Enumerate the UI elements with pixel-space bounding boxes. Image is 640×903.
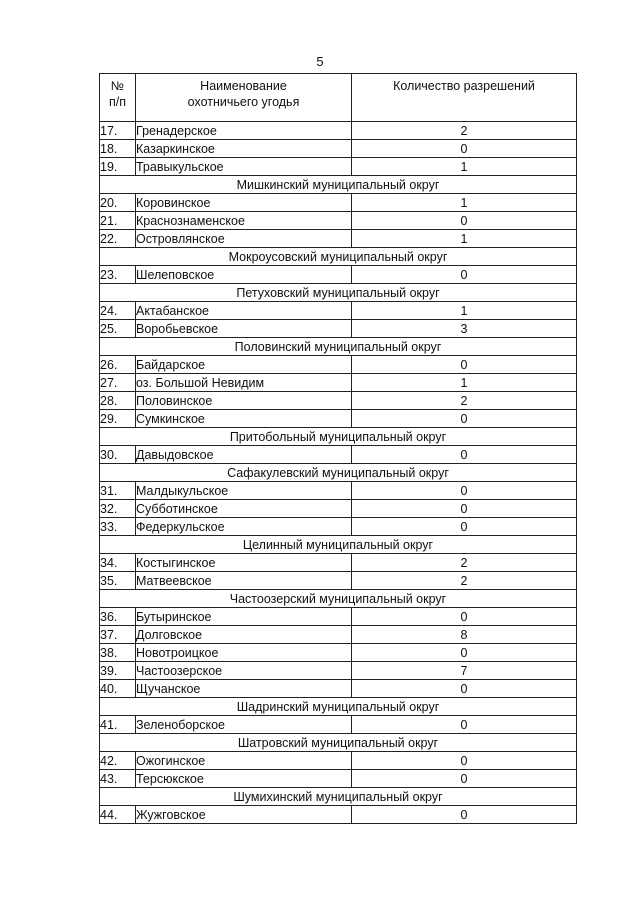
table-row bbox=[100, 608, 577, 626]
district-label: Петуховский муниципальный округ bbox=[100, 284, 577, 302]
table-row bbox=[100, 482, 577, 500]
district-header-row bbox=[100, 338, 577, 356]
hunting-ground-name: Костыгинское bbox=[136, 554, 352, 572]
permit-count: 0 bbox=[352, 644, 577, 662]
table-row bbox=[100, 266, 577, 284]
row-number: 39. bbox=[100, 662, 136, 680]
table-row bbox=[100, 230, 577, 248]
permit-count: 0 bbox=[352, 356, 577, 374]
district-header-row bbox=[100, 176, 577, 194]
district-header-row bbox=[100, 590, 577, 608]
header-name-line1: Наименование bbox=[200, 79, 287, 93]
permit-count: 1 bbox=[352, 194, 577, 212]
hunting-ground-name: Частоозерское bbox=[136, 662, 352, 680]
table-row bbox=[100, 158, 577, 176]
permit-count: 0 bbox=[352, 500, 577, 518]
row-number: 29. bbox=[100, 410, 136, 428]
district-header-row bbox=[100, 698, 577, 716]
row-number: 38. bbox=[100, 644, 136, 662]
row-number: 42. bbox=[100, 752, 136, 770]
hunting-ground-name: Гренадерское bbox=[136, 122, 352, 140]
hunting-ground-name: Байдарское bbox=[136, 356, 352, 374]
district-header-row bbox=[100, 734, 577, 752]
header-number-line1: № bbox=[110, 79, 125, 93]
table-row bbox=[100, 752, 577, 770]
permit-count: 2 bbox=[352, 392, 577, 410]
table-row bbox=[100, 194, 577, 212]
district-header-row bbox=[100, 464, 577, 482]
header-count: Количество разрешений bbox=[352, 74, 577, 122]
table-row bbox=[100, 374, 577, 392]
table-header-row bbox=[100, 74, 577, 122]
header-name bbox=[136, 74, 352, 122]
permit-count: 0 bbox=[352, 806, 577, 824]
district-label: Шатровский муниципальный округ bbox=[100, 734, 577, 752]
district-label: Частоозерский муниципальный округ bbox=[100, 590, 577, 608]
row-number: 44. bbox=[100, 806, 136, 824]
permit-count: 0 bbox=[352, 410, 577, 428]
permit-count: 0 bbox=[352, 482, 577, 500]
permit-count: 0 bbox=[352, 680, 577, 698]
row-number: 19. bbox=[100, 158, 136, 176]
hunting-ground-name: Казаркинское bbox=[136, 140, 352, 158]
district-label: Притобольный муниципальный округ bbox=[100, 428, 577, 446]
hunting-ground-name: Терсюкское bbox=[136, 770, 352, 788]
row-number: 37. bbox=[100, 626, 136, 644]
permit-count: 0 bbox=[352, 716, 577, 734]
hunting-ground-name: Бутыринское bbox=[136, 608, 352, 626]
district-label: Шадринский муниципальный округ bbox=[100, 698, 577, 716]
table-row bbox=[100, 770, 577, 788]
district-header-row bbox=[100, 284, 577, 302]
permit-count: 0 bbox=[352, 266, 577, 284]
page-number: 5 bbox=[316, 54, 324, 69]
row-number: 20. bbox=[100, 194, 136, 212]
hunting-ground-name: оз. Большой Невидим bbox=[136, 374, 352, 392]
row-number: 27. bbox=[100, 374, 136, 392]
table-row bbox=[100, 662, 577, 680]
row-number: 41. bbox=[100, 716, 136, 734]
permit-count: 1 bbox=[352, 374, 577, 392]
table-row bbox=[100, 140, 577, 158]
row-number: 22. bbox=[100, 230, 136, 248]
table-row bbox=[100, 626, 577, 644]
header-number-line2: п/п bbox=[108, 95, 126, 109]
hunting-ground-name: Жужговское bbox=[136, 806, 352, 824]
district-header-row bbox=[100, 428, 577, 446]
permit-count: 2 bbox=[352, 122, 577, 140]
table-row bbox=[100, 122, 577, 140]
row-number: 23. bbox=[100, 266, 136, 284]
table-row bbox=[100, 392, 577, 410]
hunting-ground-name: Актабанское bbox=[136, 302, 352, 320]
hunting-ground-name: Островлянское bbox=[136, 230, 352, 248]
permit-count: 1 bbox=[352, 158, 577, 176]
header-number bbox=[100, 74, 136, 122]
row-number: 26. bbox=[100, 356, 136, 374]
row-number: 32. bbox=[100, 500, 136, 518]
hunting-ground-name: Травыкульское bbox=[136, 158, 352, 176]
permit-count: 0 bbox=[352, 446, 577, 464]
table-body bbox=[100, 122, 577, 824]
table-row bbox=[100, 806, 577, 824]
table-row bbox=[100, 572, 577, 590]
permit-count: 2 bbox=[352, 554, 577, 572]
permit-count: 0 bbox=[352, 212, 577, 230]
permit-count: 0 bbox=[352, 770, 577, 788]
row-number: 33. bbox=[100, 518, 136, 536]
hunting-ground-name: Половинское bbox=[136, 392, 352, 410]
district-label: Мокроусовский муниципальный округ bbox=[100, 248, 577, 266]
row-number: 25. bbox=[100, 320, 136, 338]
permit-count: 2 bbox=[352, 572, 577, 590]
permit-count: 0 bbox=[352, 140, 577, 158]
hunting-permits-table bbox=[99, 73, 577, 824]
permit-count: 3 bbox=[352, 320, 577, 338]
row-number: 36. bbox=[100, 608, 136, 626]
table-row bbox=[100, 716, 577, 734]
hunting-ground-name: Субботинское bbox=[136, 500, 352, 518]
hunting-ground-name: Давыдовское bbox=[136, 446, 352, 464]
district-label: Целинный муниципальный округ bbox=[100, 536, 577, 554]
district-label: Мишкинский муниципальный округ bbox=[100, 176, 577, 194]
hunting-ground-name: Долговское bbox=[136, 626, 352, 644]
permit-count: 7 bbox=[352, 662, 577, 680]
permit-count: 8 bbox=[352, 626, 577, 644]
district-label: Шумихинский муниципальный округ bbox=[100, 788, 577, 806]
permit-count: 1 bbox=[352, 302, 577, 320]
hunting-ground-name: Щучанское bbox=[136, 680, 352, 698]
district-header-row bbox=[100, 248, 577, 266]
hunting-ground-name: Ожогинское bbox=[136, 752, 352, 770]
table-row bbox=[100, 212, 577, 230]
district-label: Половинский муниципальный округ bbox=[100, 338, 577, 356]
row-number: 30. bbox=[100, 446, 136, 464]
table-row bbox=[100, 554, 577, 572]
hunting-ground-name: Федеркульское bbox=[136, 518, 352, 536]
header-name-line2: охотничьего угодья bbox=[187, 95, 300, 109]
hunting-ground-name: Сумкинское bbox=[136, 410, 352, 428]
permit-count: 0 bbox=[352, 608, 577, 626]
hunting-ground-name: Малдыкульское bbox=[136, 482, 352, 500]
table-row bbox=[100, 302, 577, 320]
hunting-ground-name: Зеленоборское bbox=[136, 716, 352, 734]
row-number: 28. bbox=[100, 392, 136, 410]
hunting-ground-name: Новотроицкое bbox=[136, 644, 352, 662]
hunting-ground-name: Краснознаменское bbox=[136, 212, 352, 230]
hunting-ground-name: Коровинское bbox=[136, 194, 352, 212]
row-number: 35. bbox=[100, 572, 136, 590]
table-row bbox=[100, 644, 577, 662]
hunting-ground-name: Матвеевское bbox=[136, 572, 352, 590]
permit-count: 0 bbox=[352, 518, 577, 536]
table-row bbox=[100, 680, 577, 698]
table-row bbox=[100, 446, 577, 464]
table-row bbox=[100, 356, 577, 374]
table-row bbox=[100, 500, 577, 518]
district-label: Сафакулевский муниципальный округ bbox=[100, 464, 577, 482]
row-number: 40. bbox=[100, 680, 136, 698]
table-row bbox=[100, 320, 577, 338]
row-number: 17. bbox=[100, 122, 136, 140]
permit-count: 0 bbox=[352, 752, 577, 770]
table-row bbox=[100, 410, 577, 428]
permit-count: 1 bbox=[352, 230, 577, 248]
row-number: 34. bbox=[100, 554, 136, 572]
row-number: 24. bbox=[100, 302, 136, 320]
district-header-row bbox=[100, 536, 577, 554]
table-row bbox=[100, 518, 577, 536]
row-number: 31. bbox=[100, 482, 136, 500]
hunting-ground-name: Шелеповское bbox=[136, 266, 352, 284]
hunting-ground-name: Воробьевское bbox=[136, 320, 352, 338]
row-number: 18. bbox=[100, 140, 136, 158]
row-number: 43. bbox=[100, 770, 136, 788]
row-number: 21. bbox=[100, 212, 136, 230]
district-header-row bbox=[100, 788, 577, 806]
